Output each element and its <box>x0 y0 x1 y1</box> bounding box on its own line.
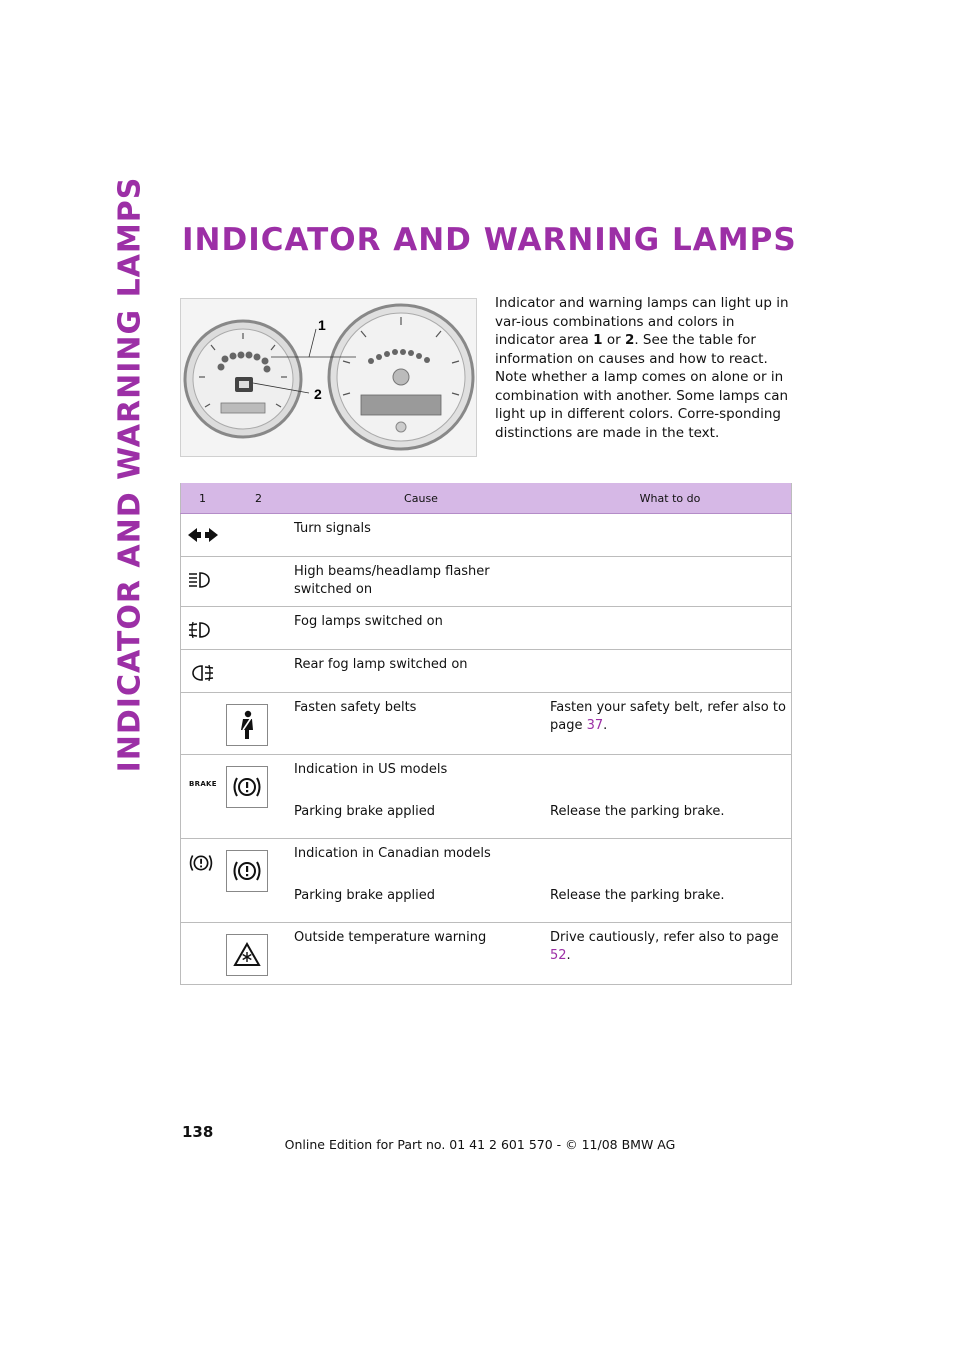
todo-cell <box>549 557 792 607</box>
todo-cell <box>549 607 792 650</box>
outside-temperature-warning-icon <box>226 934 268 976</box>
todo-cell <box>549 514 792 557</box>
page-title: INDICATOR AND WARNING LAMPS <box>182 222 797 258</box>
parking-brake-icon <box>226 766 268 808</box>
table-row <box>181 755 792 839</box>
table-row <box>181 693 792 755</box>
cause-cell: Fasten safety belts <box>293 693 549 755</box>
table-header-row <box>181 483 792 514</box>
todo-cell: Release the parking brake. <box>549 839 792 923</box>
turn-signals-icon <box>188 528 218 542</box>
seat-belt-icon <box>226 704 268 746</box>
brake-text-icon: BRAKE <box>189 780 217 788</box>
cause-cell: Rear fog lamp switched on <box>293 650 549 693</box>
indicator-area-2: 2 <box>624 332 635 348</box>
header-what-to-do: What to do <box>549 483 792 514</box>
side-title: INDICATOR AND WARNING LAMPS <box>112 176 148 772</box>
high-beams-icon <box>188 571 214 589</box>
callout-1: 1 <box>318 317 326 333</box>
cause-cell: Indication in US models Parking brake applied <box>293 755 549 839</box>
indicator-area-1: 1 <box>593 332 603 348</box>
cause-cell: Indication in Canadian models Parking brake applied <box>293 839 549 923</box>
page-ref-link[interactable]: 37 <box>586 718 604 733</box>
intro-paragraph: Indicator and warning lamps can light up in var-ious combinations and colors in indicator area 1 or 2. See the table for information on causes and how to react. Note whether a lamp comes on alone or in combination with another. Some lamps can light up in different colors. Corre-sponding distinctions are made in the text. <box>495 295 789 441</box>
header-area-1: 1 <box>181 483 225 514</box>
table-row <box>181 923 792 985</box>
page-ref-link[interactable]: 52 <box>550 948 567 963</box>
page-number: 138 <box>182 1123 214 1141</box>
header-cause: Cause <box>293 483 549 514</box>
cause-cell: Fog lamps switched on <box>293 607 549 650</box>
indicator-lamps-table <box>180 483 792 985</box>
cause-cell: High beams/headlamp flasher switched on <box>293 557 549 607</box>
table-row <box>181 557 792 607</box>
callout-2: 2 <box>314 386 322 402</box>
footer: Online Edition for Part no. 01 41 2 601 570 - © 11/08 BMW AG <box>284 1137 676 1152</box>
table-row <box>181 650 792 693</box>
fog-lamps-icon <box>188 621 214 639</box>
table-row <box>181 607 792 650</box>
todo-cell: Release the parking brake. <box>549 755 792 839</box>
header-area-2: 2 <box>224 483 293 514</box>
cause-cell: Turn signals <box>293 514 549 557</box>
todo-cell: Drive cautiously, refer also to page 52. <box>549 923 792 985</box>
todo-cell: Fasten your safety belt, refer also to page 37. <box>549 693 792 755</box>
instrument-cluster-figure <box>180 298 477 457</box>
parking-brake-icon <box>188 853 214 873</box>
rear-fog-lamp-icon <box>188 664 214 682</box>
parking-brake-icon <box>226 850 268 892</box>
todo-cell <box>549 650 792 693</box>
instrument-cluster-illustration <box>181 299 476 456</box>
table-row <box>181 839 792 923</box>
table-row <box>181 514 792 557</box>
cause-cell: Outside temperature warning <box>293 923 549 985</box>
